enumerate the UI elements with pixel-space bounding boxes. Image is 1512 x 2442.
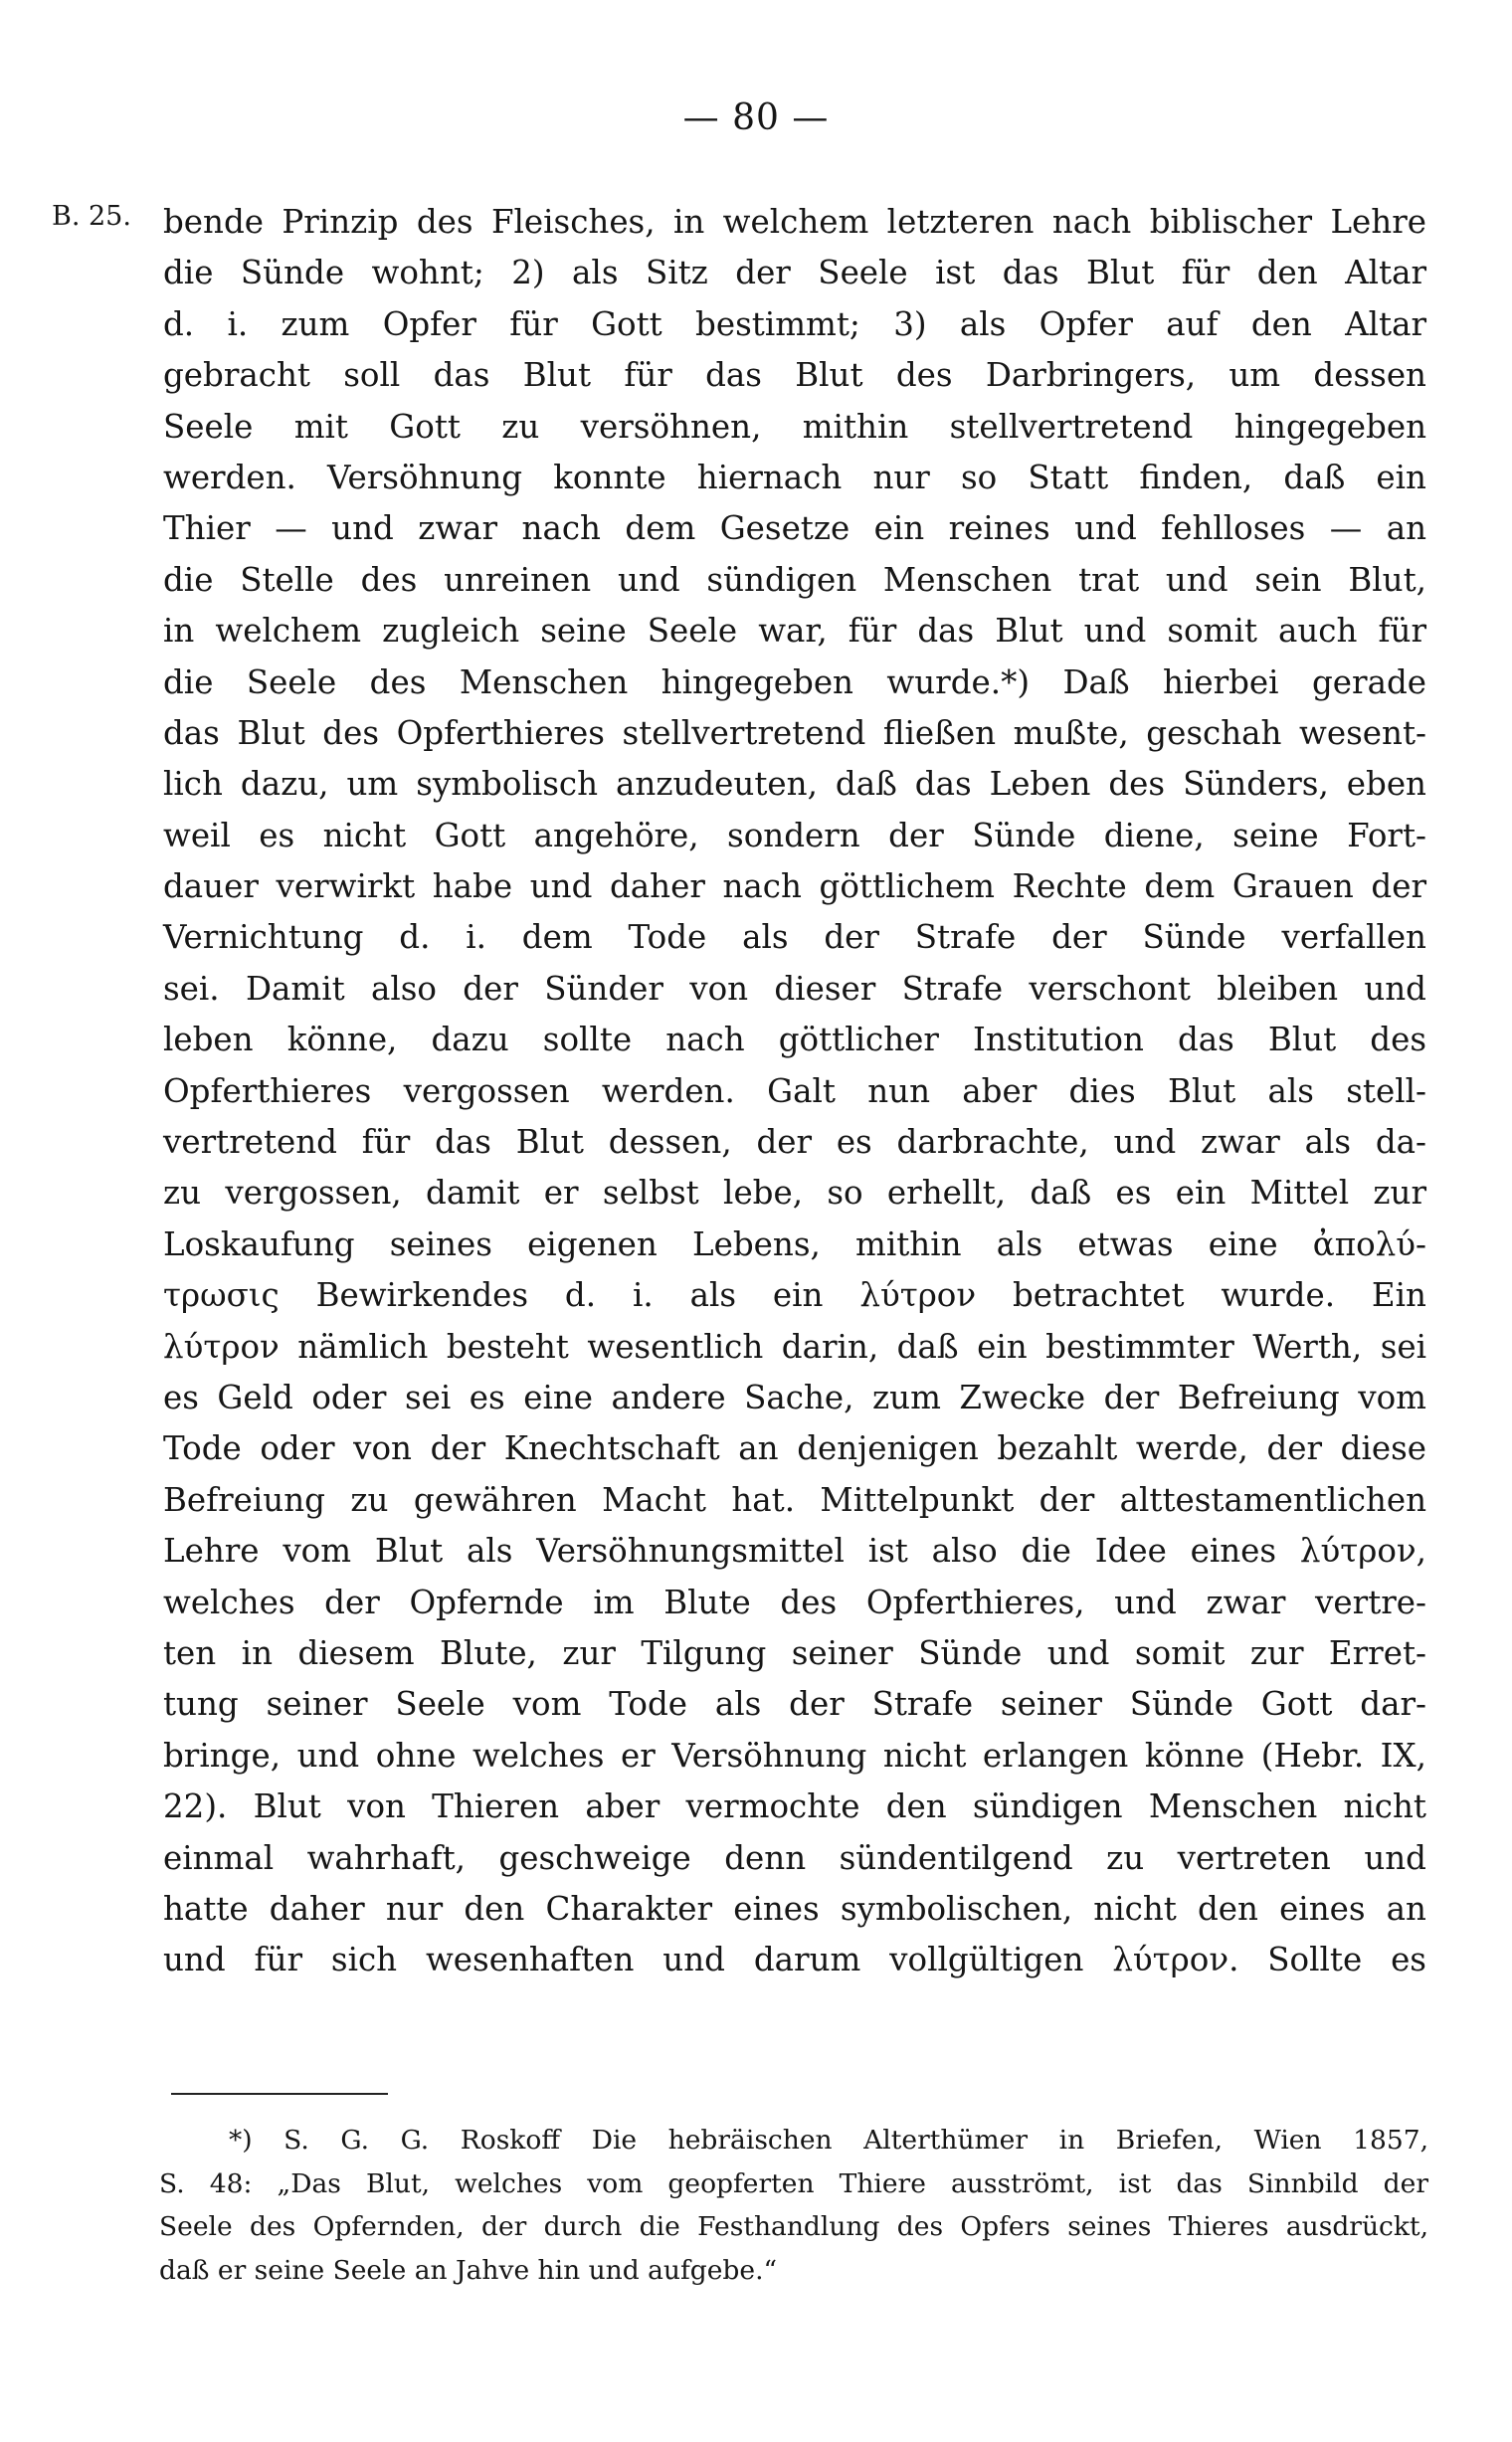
body-line: bende Prinzip des Fleisches, in welchem letzteren nach biblischer Lehre bbox=[163, 203, 1426, 241]
body-line: Tode oder von der Knechtschaft an denjenigen bezahlt werde, der diese bbox=[163, 1429, 1426, 1468]
body-line: dauer verwirkt habe und daher nach göttlichem Rechte dem Grauen der bbox=[163, 867, 1426, 906]
body-line: Opferthieres vergossen werden. Galt nun aber dies Blut als stell- bbox=[163, 1071, 1426, 1110]
footnote-line: daß er seine Seele an Jahve hin und aufgebe.“ bbox=[159, 2254, 778, 2286]
body-line: gebracht soll das Blut für das Blut des Darbringers, um dessen bbox=[163, 356, 1426, 395]
footnote bbox=[159, 2119, 1428, 2292]
body-line: das Blut des Opferthieres stellvertretend fließen mußte, geschah wesent- bbox=[163, 713, 1426, 752]
body-line: weil es nicht Gott angehöre, sondern der Sünde diene, seine Fort- bbox=[163, 816, 1426, 854]
body-line: Seele mit Gott zu versöhnen, mithin stellvertretend hingegeben bbox=[163, 407, 1426, 446]
footnote-line: Seele des Opfernden, der durch die Festhandlung des Opfers seines Thieres ausdrückt, bbox=[159, 2211, 1428, 2242]
body-line: d. i. zum Opfer für Gott bestimmt; 3) als Opfer auf den Altar bbox=[163, 304, 1426, 343]
body-line: λύτρον nämlich besteht wesentlich darin, daß ein bestimmter Werth, sei bbox=[163, 1327, 1426, 1366]
body-line: sei. Damit also der Sünder von dieser Strafe verschont bleiben und bbox=[163, 969, 1426, 1008]
footnote-divider bbox=[171, 2093, 388, 2095]
body-line: Vernichtung d. i. dem Tode als der Strafe der Sünde verfallen bbox=[163, 918, 1426, 957]
body-line: Lehre vom Blut als Versöhnungsmittel ist also die Idee eines λύτρον, bbox=[163, 1532, 1426, 1571]
footnote-line: S. 48: „Das Blut, welches vom geopferten Thiere ausströmt, ist das Sinnbild der bbox=[159, 2167, 1428, 2199]
body-line: Thier — und zwar nach dem Gesetze ein reines und fehlloses — an bbox=[163, 509, 1426, 548]
body-line: ten in diesem Blute, zur Tilgung seiner Sünde und somit zur Erret- bbox=[163, 1633, 1426, 1672]
body-line: Befreiung zu gewähren Macht hat. Mittelpunkt der alttestamentlichen bbox=[163, 1480, 1426, 1519]
body-line: die Stelle des unreinen und sündigen Menschen trat und sein Blut, bbox=[163, 560, 1426, 599]
body-text bbox=[163, 197, 1426, 1986]
body-line: hatte daher nur den Charakter eines symbolischen, nicht den eines an bbox=[163, 1889, 1426, 1928]
body-line: vertretend für das Blut dessen, der es darbrachte, und zwar als da- bbox=[163, 1123, 1426, 1162]
body-line: und für sich wesenhaften und darum vollgültigen λύτρον. Sollte es bbox=[163, 1941, 1426, 1979]
body-line: welches der Opfernde im Blute des Opferthieres, und zwar vertre- bbox=[163, 1583, 1426, 1621]
page-number: — 80 — bbox=[682, 97, 830, 138]
margin-note: B. 25. bbox=[52, 201, 131, 232]
body-line: bringe, und ohne welches er Versöhnung nicht erlangen könne (Hebr. IX, bbox=[163, 1736, 1426, 1775]
body-line: tung seiner Seele vom Tode als der Strafe seiner Sünde Gott dar- bbox=[163, 1685, 1426, 1724]
body-line: lich dazu, um symbolisch anzudeuten, daß das Leben des Sünders, eben bbox=[163, 765, 1426, 804]
body-line: werden. Versöhnung konnte hiernach nur so Statt finden, daß ein bbox=[163, 458, 1426, 496]
body-line: die Seele des Menschen hingegeben wurde.*) Daß hierbei gerade bbox=[163, 662, 1426, 701]
body-line: einmal wahrhaft, geschweige denn sündentilgend zu vertreten und bbox=[163, 1838, 1426, 1877]
footnote-line: *) S. G. G. Roskoff Die hebräischen Alterthümer in Briefen, Wien 1857, bbox=[229, 2125, 1428, 2156]
body-line: die Sünde wohnt; 2) als Sitz der Seele ist das Blut für den Altar bbox=[163, 254, 1426, 292]
body-line: zu vergossen, damit er selbst lebe, so erhellt, daß es ein Mittel zur bbox=[163, 1174, 1426, 1213]
body-line: Loskaufung seines eigenen Lebens, mithin als etwas eine ἀπολύ- bbox=[163, 1224, 1426, 1263]
body-line: 22). Blut von Thieren aber vermochte den sündigen Menschen nicht bbox=[163, 1787, 1426, 1826]
body-line: τρωσις Bewirkendes d. i. als ein λύτρον betrachtet wurde. Ein bbox=[163, 1276, 1426, 1315]
body-line: leben könne, dazu sollte nach göttlicher Institution das Blut des bbox=[163, 1021, 1426, 1059]
body-line: es Geld oder sei es eine andere Sache, zum Zwecke der Befreiung vom bbox=[163, 1378, 1426, 1416]
body-line: in welchem zugleich seine Seele war, für das Blut und somit auch für bbox=[163, 612, 1426, 651]
